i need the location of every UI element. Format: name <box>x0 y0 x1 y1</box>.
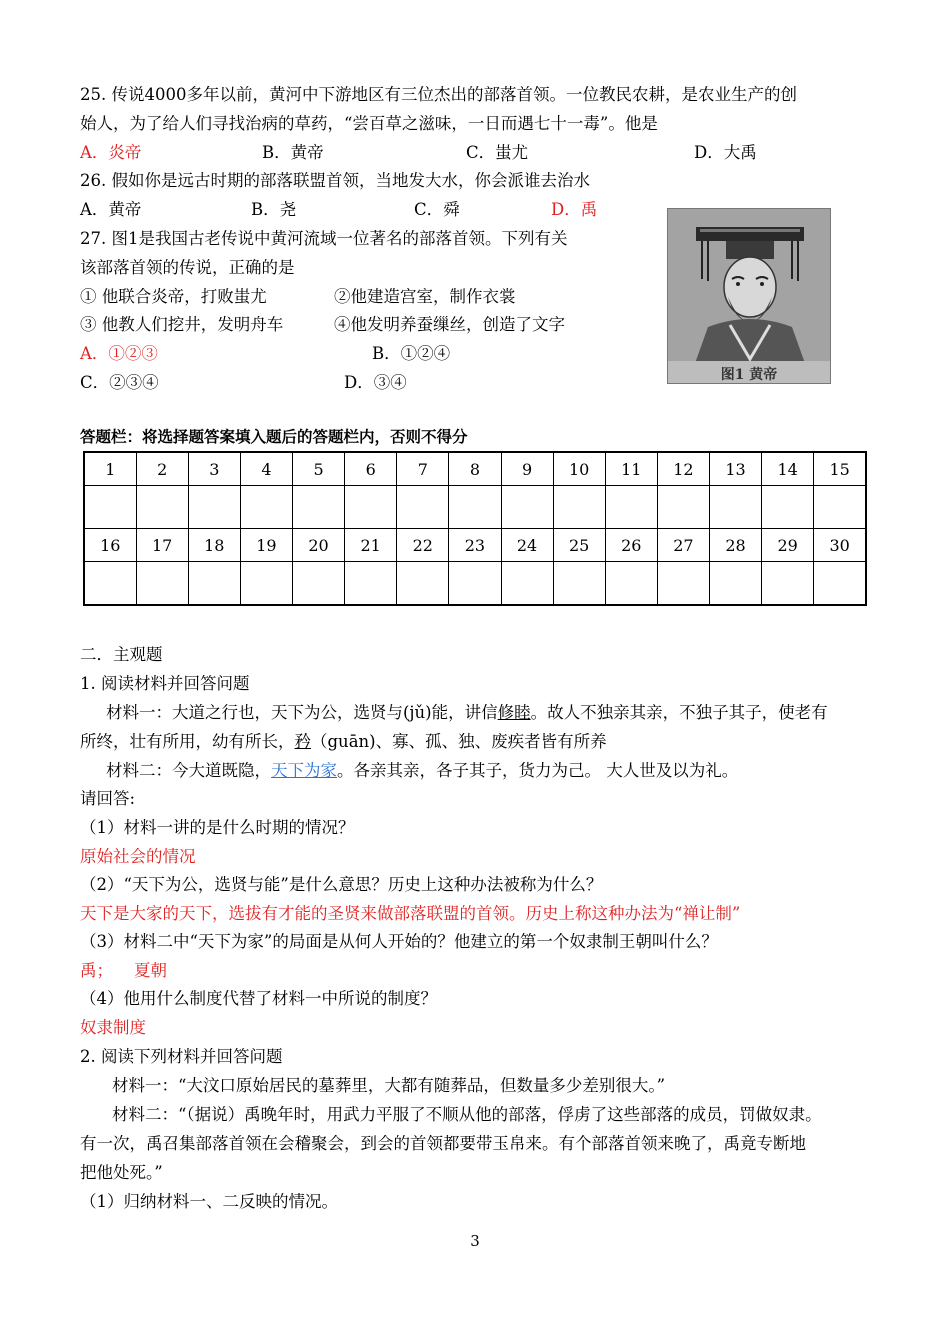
answer-cell[interactable] <box>657 562 709 606</box>
p1-material2 <box>106 760 738 782</box>
answer-number-cell: 30 <box>814 529 866 562</box>
answer-cell[interactable] <box>710 486 762 529</box>
answer-number-cell: 20 <box>293 529 345 562</box>
q27-stem-line2: 该部落首领的传说，正确的是 <box>80 258 295 277</box>
answer-table <box>83 451 867 606</box>
p1-question-4: （4）他用什么制度代替了材料一中所说的制度？ <box>80 989 437 1008</box>
q25-stem-line1: 25. 传说4000多年以前，黄河中下游地区有三位杰出的部落首领。一位教民农耕，是农业生产的创 <box>80 85 797 104</box>
huangdi-portrait-image <box>668 209 830 383</box>
p1-answer-1: 原始社会的情况 <box>80 847 196 866</box>
p1-m1-underlined: 修睦 <box>497 703 531 722</box>
answer-number-cell: 12 <box>657 452 709 486</box>
answer-cell[interactable] <box>240 562 292 606</box>
answer-cell[interactable] <box>345 486 397 529</box>
section2-title: 二．主观题 <box>80 645 163 664</box>
page-number: 3 <box>470 1232 480 1250</box>
q27-item-1: ① 他联合炎帝，打败蚩尤 <box>80 287 267 306</box>
answer-number-cell: 2 <box>136 452 188 486</box>
p1-question-1: （1）材料一讲的是什么时期的情况？ <box>80 818 355 837</box>
p1-m2-text-b: 。各亲其亲，各子其子，货力为己。 大人世及以为礼。 <box>337 761 739 780</box>
answer-cell[interactable] <box>345 562 397 606</box>
answer-cell[interactable] <box>501 486 553 529</box>
answer-number-cell: 22 <box>397 529 449 562</box>
answer-cell[interactable] <box>605 486 657 529</box>
answer-number-cell: 28 <box>710 529 762 562</box>
answer-number-cell: 13 <box>710 452 762 486</box>
q25-option-b: B．黄帝 <box>262 143 324 162</box>
answer-number-cell: 15 <box>814 452 866 486</box>
answer-blank-row <box>84 486 866 529</box>
answer-number-cell: 26 <box>605 529 657 562</box>
p1-material1-line1 <box>106 702 828 724</box>
answer-cell[interactable] <box>293 486 345 529</box>
problem1-title: 1. 阅读材料并回答问题 <box>80 674 250 693</box>
q27-item-4: ④他发明养蚕缫丝，创造了文字 <box>334 315 565 334</box>
answer-cell[interactable] <box>657 486 709 529</box>
answer-cell[interactable] <box>553 562 605 606</box>
answer-cell[interactable] <box>136 486 188 529</box>
p1-m1-text-b: 。故人不独亲其亲，不独子其子，使老有 <box>530 703 828 722</box>
answer-cell[interactable] <box>710 562 762 606</box>
p1-m1-text-a: 材料一：大道之行也，天下为公，选贤与(jǔ)能，讲信 <box>106 703 498 722</box>
answer-number-cell: 7 <box>397 452 449 486</box>
answer-number-cell: 17 <box>136 529 188 562</box>
p1-m2-link[interactable]: 天下为家 <box>271 761 337 780</box>
answer-number-row <box>84 529 866 562</box>
problem2-title: 2. 阅读下列材料并回答问题 <box>80 1047 283 1066</box>
q27-option-b: B．①②④ <box>372 344 451 363</box>
q26-option-d: D．禹 <box>551 200 598 219</box>
answer-number-cell: 10 <box>553 452 605 486</box>
q27-option-c: C．②③④ <box>80 373 159 392</box>
q26-option-b: B．尧 <box>251 200 297 219</box>
answer-number-row <box>84 452 866 486</box>
q26-stem: 26. 假如你是远古时期的部落联盟首领，当地发大水，你会派谁去治水 <box>80 171 590 190</box>
answer-cell[interactable] <box>814 562 866 606</box>
q27-option-a: A．①②③ <box>80 344 158 363</box>
answer-cell[interactable] <box>449 562 501 606</box>
answer-number-cell: 25 <box>553 529 605 562</box>
answer-cell[interactable] <box>762 486 814 529</box>
answer-number-cell: 6 <box>345 452 397 486</box>
q27-option-d: D．③④ <box>344 373 407 392</box>
answer-number-cell: 19 <box>240 529 292 562</box>
p1-m1-l2-text-a: 所终，壮有所用，幼有所长， <box>80 732 295 751</box>
p1-m2-text-a: 材料二：今大道既隐， <box>106 761 271 780</box>
answer-number-cell: 27 <box>657 529 709 562</box>
answer-cell[interactable] <box>188 562 240 606</box>
answer-number-cell: 21 <box>345 529 397 562</box>
answer-cell[interactable] <box>188 486 240 529</box>
answer-number-cell: 4 <box>240 452 292 486</box>
answer-number-cell: 9 <box>501 452 553 486</box>
p1-ask: 请回答: <box>80 789 136 808</box>
q26-option-a: A．黄帝 <box>80 200 142 219</box>
huangdi-portrait-figure <box>667 208 831 384</box>
answer-number-cell: 11 <box>605 452 657 486</box>
q27-stem-line1: 27. 图1是我国古老传说中黄河流域一位著名的部落首领。下列有关 <box>80 229 568 248</box>
q27-item-3: ③ 他教人们挖井，发明舟车 <box>80 315 284 334</box>
answer-cell[interactable] <box>293 562 345 606</box>
answer-cell[interactable] <box>501 562 553 606</box>
answer-cell[interactable] <box>814 486 866 529</box>
p1-question-2: （2）“天下为公，选贤与能”是什么意思？历史上这种办法被称为什么？ <box>80 875 603 894</box>
q25-option-c: C．蚩尤 <box>466 143 529 162</box>
figure-caption: 图1 黄帝 <box>720 367 778 383</box>
q27-item-2: ②他建造宫室，制作衣裳 <box>334 287 516 306</box>
q25-option-d: D．大禹 <box>694 143 757 162</box>
answer-bar-title: 答题栏：将选择题答案填入题后的答题栏内，否则不得分 <box>80 428 468 446</box>
answer-cell[interactable] <box>762 562 814 606</box>
answer-cell[interactable] <box>553 486 605 529</box>
answer-number-cell: 1 <box>84 452 136 486</box>
answer-cell[interactable] <box>240 486 292 529</box>
answer-number-cell: 23 <box>449 529 501 562</box>
answer-number-cell: 29 <box>762 529 814 562</box>
q25-stem-line2: 始人，为了给人们寻找治病的草药，“尝百草之滋味，一日而遇七十一毒”。他是 <box>80 114 658 133</box>
p2-material2-line2: 有一次，禹召集部落首领在会稽聚会，到会的首领都要带玉帛来。有个部落首领来晚了，禹竟专断地 <box>80 1134 806 1153</box>
p2-material2-line3: 把他处死。” <box>80 1163 163 1182</box>
answer-number-cell: 5 <box>293 452 345 486</box>
answer-cell[interactable] <box>84 486 136 529</box>
answer-cell[interactable] <box>397 486 449 529</box>
answer-number-cell: 8 <box>449 452 501 486</box>
q26-option-c: C．舜 <box>414 200 460 219</box>
answer-number-cell: 16 <box>84 529 136 562</box>
answer-cell[interactable] <box>136 562 188 606</box>
p1-answer-2: 天下是大家的天下，选拔有才能的圣贤来做部落联盟的首领。历史上称这种办法为“禅让制” <box>80 904 741 923</box>
answer-number-cell: 18 <box>188 529 240 562</box>
answer-blank-row <box>84 562 866 606</box>
answer-number-cell: 14 <box>762 452 814 486</box>
answer-cell[interactable] <box>605 562 657 606</box>
p1-material1-line2 <box>80 731 607 753</box>
p1-question-3: （3）材料二中“天下为家”的局面是从何人开始的？他建立的第一个奴隶制王朝叫什么？ <box>80 932 718 951</box>
p1-m1-l2-text-b: （guān)、寡、孤、独、废疾者皆有所养 <box>311 732 607 751</box>
q25-option-a: A．炎帝 <box>80 143 142 162</box>
p2-material2-line1: 材料二：“（据说）禹晚年时，用武力平服了不顺从他的部落，俘虏了这些部落的成员，罚做奴隶。 <box>112 1105 822 1124</box>
p2-material1: 材料一：“大汶口原始居民的墓葬里，大都有随葬品，但数量多少差别很大。” <box>112 1076 666 1095</box>
answer-cell[interactable] <box>84 562 136 606</box>
answer-cell[interactable] <box>449 486 501 529</box>
answer-number-cell: 3 <box>188 452 240 486</box>
answer-cell[interactable] <box>397 562 449 606</box>
p1-m1-l2-underlined: 矜 <box>294 732 311 751</box>
p1-answer-4: 奴隶制度 <box>80 1018 146 1037</box>
p2-question-1: （1）归纳材料一、二反映的情况。 <box>80 1192 338 1211</box>
p1-answer-3: 禹； 夏朝 <box>80 961 167 980</box>
answer-number-cell: 24 <box>501 529 553 562</box>
